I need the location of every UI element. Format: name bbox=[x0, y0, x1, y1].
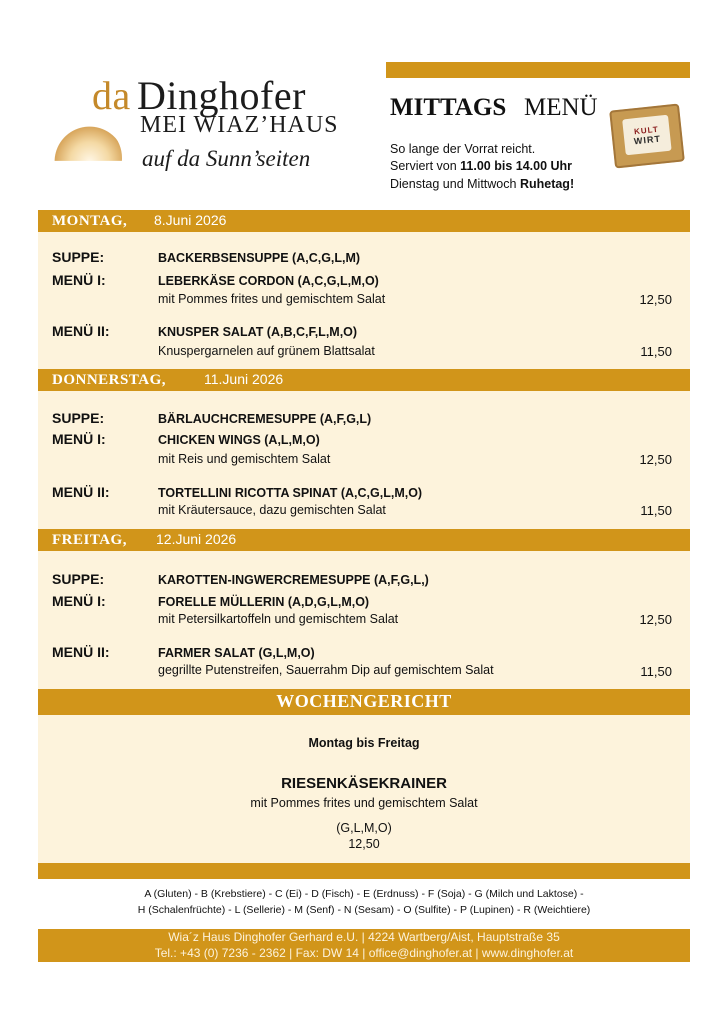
logo-brand-prefix: da bbox=[92, 73, 131, 118]
info-line-3 bbox=[390, 177, 574, 191]
badge-top-text: KULT bbox=[633, 124, 660, 136]
footer-contact: Tel.: +43 (0) 7236 - 2362 | Fax: DW 14 | office@dinghofer.at | www.dinghofer.at bbox=[154, 946, 574, 960]
day-name: MONTAG, bbox=[52, 213, 128, 229]
soup-dish: KAROTTEN-INGWERCREMESUPPE (A,F,G,L,) bbox=[158, 573, 429, 587]
day-section-monday bbox=[38, 232, 690, 369]
day-date: 11.Juni 2026 bbox=[204, 371, 284, 387]
menu2-price: 11,50 bbox=[640, 344, 672, 359]
badge-bottom-text: WIRT bbox=[633, 133, 662, 146]
menu1-desc: mit Petersilkartoffeln und gemischtem Salat bbox=[158, 612, 399, 626]
menu1-price: 12,50 bbox=[639, 452, 672, 467]
logo-tagline: auf da Sunn’seiten bbox=[142, 146, 311, 171]
menu-title-rest: MENÜ bbox=[524, 94, 598, 121]
menu2-label: MENÜ II: bbox=[52, 484, 110, 500]
logo-subtitle: MEI WIAZ’HAUS bbox=[140, 112, 339, 138]
footer-address: Wia´z Haus Dinghofer Gerhard e.U. | 4224 Wartberg/Aist, Hauptstraße 35 bbox=[168, 930, 560, 944]
header-top-bar bbox=[386, 62, 690, 78]
menu1-price: 12,50 bbox=[639, 612, 672, 627]
day-section-friday bbox=[38, 551, 690, 689]
info-line-2 bbox=[390, 159, 572, 173]
day-section-thursday bbox=[38, 391, 690, 529]
allergen-legend-line-1: A (Gluten) - B (Krebstiere) - C (Ei) - D (Fisch) - E (Erdnuss) - F (Soja) - G (Milch und Laktose) - bbox=[144, 888, 584, 900]
menu-title-bold: MITTAGS bbox=[390, 94, 507, 121]
day-header-monday bbox=[38, 210, 690, 232]
menu1-price: 12,50 bbox=[639, 292, 672, 307]
menu2-desc: Knuspergarnelen auf grünem Blattsalat bbox=[158, 344, 375, 358]
menu1-desc: mit Pommes frites und gemischtem Salat bbox=[158, 292, 386, 306]
menu2-dish: KNUSPER SALAT (A,B,C,F,L,M,O) bbox=[158, 325, 358, 339]
soup-label: SUPPE: bbox=[52, 410, 105, 426]
service-hours: 11.00 bis 14.00 Uhr bbox=[460, 159, 573, 173]
info-line-2-text: Serviert von bbox=[390, 159, 461, 173]
day-header-friday bbox=[38, 529, 690, 551]
menu1-dish: CHICKEN WINGS (A,L,M,O) bbox=[158, 433, 320, 447]
day-header-thursday bbox=[38, 369, 690, 391]
soup-label: SUPPE: bbox=[52, 571, 105, 587]
day-date: 8.Juni 2026 bbox=[154, 212, 227, 228]
allergen-legend-line-2: H (Schalenfrüchte) - L (Sellerie) - M (Senf) - N (Sesam) - O (Sulfite) - P (Lupinen) - R (Weichtiere) bbox=[137, 904, 591, 916]
weekly-desc: mit Pommes frites und gemischtem Salat bbox=[250, 796, 478, 810]
weekly-dish: RIESENKÄSEKRAINER bbox=[281, 775, 447, 792]
logo-sun-icon bbox=[50, 122, 122, 194]
info-line-3-text: Dienstag und Mittwoch bbox=[390, 177, 520, 191]
logo-brand-name: Dinghofer bbox=[137, 73, 306, 118]
kultwirt-badge-icon bbox=[609, 104, 685, 169]
menu1-desc: mit Reis und gemischtem Salat bbox=[158, 452, 331, 466]
weekly-allergens: (G,L,M,O) bbox=[336, 821, 392, 835]
menu2-price: 11,50 bbox=[640, 503, 672, 518]
menu1-label: MENÜ I: bbox=[52, 272, 106, 288]
menu2-label: MENÜ II: bbox=[52, 644, 110, 660]
day-name: FREITAG, bbox=[52, 532, 127, 548]
section-divider-bar bbox=[38, 863, 690, 879]
menu2-dish: FARMER SALAT (G,L,M,O) bbox=[158, 646, 315, 660]
footer-bar bbox=[38, 929, 690, 962]
menu2-label: MENÜ II: bbox=[52, 323, 110, 339]
weekly-price: 12,50 bbox=[348, 837, 380, 851]
weekly-period: Montag bis Freitag bbox=[308, 736, 420, 750]
soup-dish: BACKERBSENSUPPE (A,C,G,L,M) bbox=[158, 251, 361, 265]
day-date: 12.Juni 2026 bbox=[156, 531, 237, 547]
menu2-desc: mit Kräutersauce, dazu gemischten Salat bbox=[158, 503, 386, 517]
menu2-price: 11,50 bbox=[640, 664, 672, 679]
day-name: DONNERSTAG, bbox=[52, 372, 166, 388]
info-line-1: So lange der Vorrat reicht. bbox=[390, 142, 536, 156]
menu1-label: MENÜ I: bbox=[52, 431, 106, 447]
rest-day: Ruhetag! bbox=[519, 177, 575, 191]
menu2-desc: gegrillte Putenstreifen, Sauerrahm Dip auf gemischtem Salat bbox=[158, 663, 494, 677]
menu1-label: MENÜ I: bbox=[52, 593, 106, 609]
soup-dish: BÄRLAUCHCREMESUPPE (A,F,G,L) bbox=[158, 412, 372, 426]
weekly-section bbox=[38, 715, 690, 863]
menu1-dish: FORELLE MÜLLERIN (A,D,G,L,M,O) bbox=[158, 595, 370, 609]
weekly-title: WOCHENGERICHT bbox=[276, 691, 452, 711]
soup-label: SUPPE: bbox=[52, 249, 105, 265]
menu1-dish: LEBERKÄSE CORDON (A,C,G,L,M,O) bbox=[158, 274, 379, 288]
menu2-dish: TORTELLINI RICOTTA SPINAT (A,C,G,L,M,O) bbox=[158, 486, 423, 500]
weekly-header bbox=[38, 689, 690, 715]
